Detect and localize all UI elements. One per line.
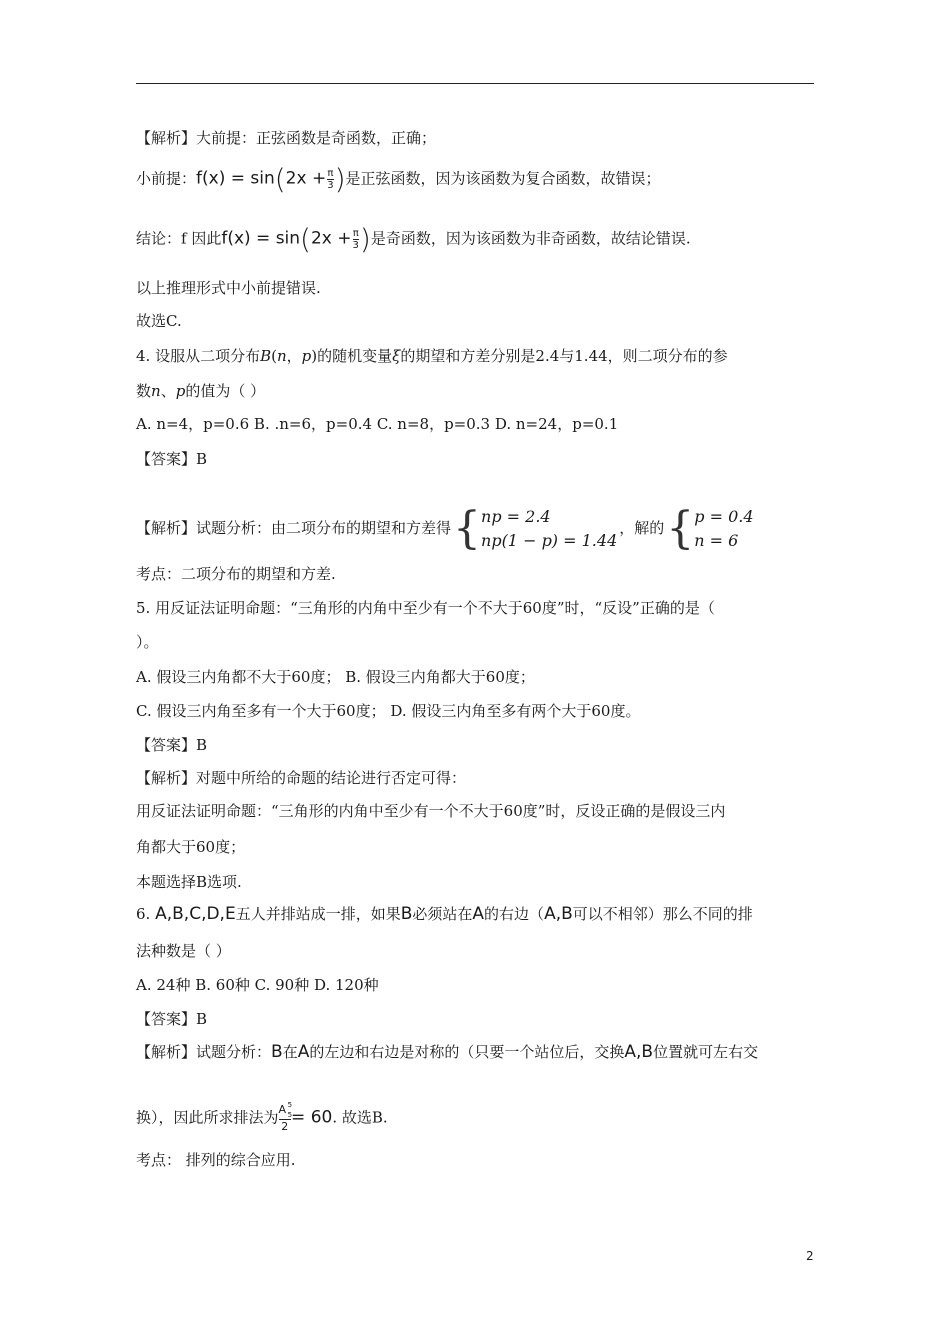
question-5-answer: 【答案】B (136, 736, 208, 754)
fraction-a55-over-2: A 5 5 2 (278, 1101, 293, 1133)
question-5-stem-cont: ）。 (136, 633, 159, 651)
question-5-options-ab: A. 假设三内角都不大于60度； B. 假设三内角都大于60度； (136, 668, 535, 686)
formula-f-sin: f(x) = sin (221, 228, 301, 249)
analysis-minor-premise: 小前提：f(x) = sin(2x + $\frac{\pi}{3}$ )是正弦函数，因为该函数为复合函数，故错误； (136, 162, 661, 196)
question-5-explanation-2: 用反证法证明命题：“三角形的内角中至少有一个不大于60度”时，反设正确的是假设三内 (136, 802, 726, 820)
question-6-topic: 考点： 排列的综合应用. (136, 1151, 296, 1169)
question-4-stem: 4. 设服从二项分布B(n，p)的随机变量ξ的期望和方差分别是2.4与1.44，则二项分布的参 (136, 347, 728, 365)
question-5-stem: 5. 用反证法证明命题：“三角形的内角中至少有一个不大于60度”时，“反设”正确的是（ (136, 599, 715, 617)
equation-system-2: { p = 0.4 n = 6 (666, 503, 754, 554)
analysis-major-premise: 【解析】大前提：正弦函数是奇函数，正确； (136, 129, 437, 147)
question-4-explanation: 【解析】试题分析：由二项分布的期望和方差得 { np = 2.4 np(1 − p) = 1.44 ，解的 { p = 0.4 n = 6 (136, 503, 754, 554)
question-4-stem-cont: 数n、p的值为（ ） (136, 382, 266, 400)
question-6-explanation-1: 【解析】试题分析：B在A的左边和右边是对称的（只要一个站位后，交换A,B位置就可左右交 (136, 1042, 759, 1062)
equation-system-1: { np = 2.4 np(1 − p) = 1.44 (453, 503, 618, 554)
analysis-conclusion: 结论：f 因此f(x) = sin(2x + $\frac{\pi}{3}$ )是奇函数，因为该函数为非奇函数，故结论错误. (136, 222, 691, 256)
header-rule (136, 83, 814, 84)
question-6-stem: 6. A,B,C,D,E五人并排站成一排，如果B必须站在A的右边（A,B可以不相邻）那么不同的排 (136, 904, 753, 924)
fraction-pi-over-3: $\frac{\pi}{3}$ (327, 168, 334, 191)
question-6-stem-cont: 法种数是（ ） (136, 942, 231, 960)
question-6-explanation-2: 换），因此所求排法为 A 5 5 2 = 60. 故选B. (136, 1101, 388, 1133)
question-5-explanation-1: 【解析】对题中所给的命题的结论进行否定可得： (136, 769, 467, 787)
question-4-topic: 考点：二项分布的期望和方差. (136, 565, 336, 583)
question-4-options: A. n=4，p=0.6 B. .n=6，p=0.4 C. n=8，p=0.3 D. n=24，p=0.1 (136, 415, 619, 433)
fraction-pi-over-3: $\frac{\pi}{3}$ (352, 228, 359, 251)
question-5-explanation-4: 本题选择B选项. (136, 873, 242, 891)
question-6-options: A. 24种 B. 60种 C. 90种 D. 120种 (136, 976, 379, 994)
question-5-explanation-3: 角都大于60度； (136, 838, 246, 856)
answer-choice-c: 故选C. (136, 312, 182, 330)
analysis-summary: 以上推理形式中小前提错误. (136, 279, 321, 297)
page-number: 2 (806, 1249, 814, 1263)
question-5-options-cd: C. 假设三内角至多有一个大于60度； D. 假设三内角至多有两个大于60度。 (136, 702, 641, 720)
question-4-answer: 【答案】B (136, 450, 208, 468)
question-6-answer: 【答案】B (136, 1010, 208, 1028)
formula-f-sin: f(x) = sin (196, 168, 275, 189)
